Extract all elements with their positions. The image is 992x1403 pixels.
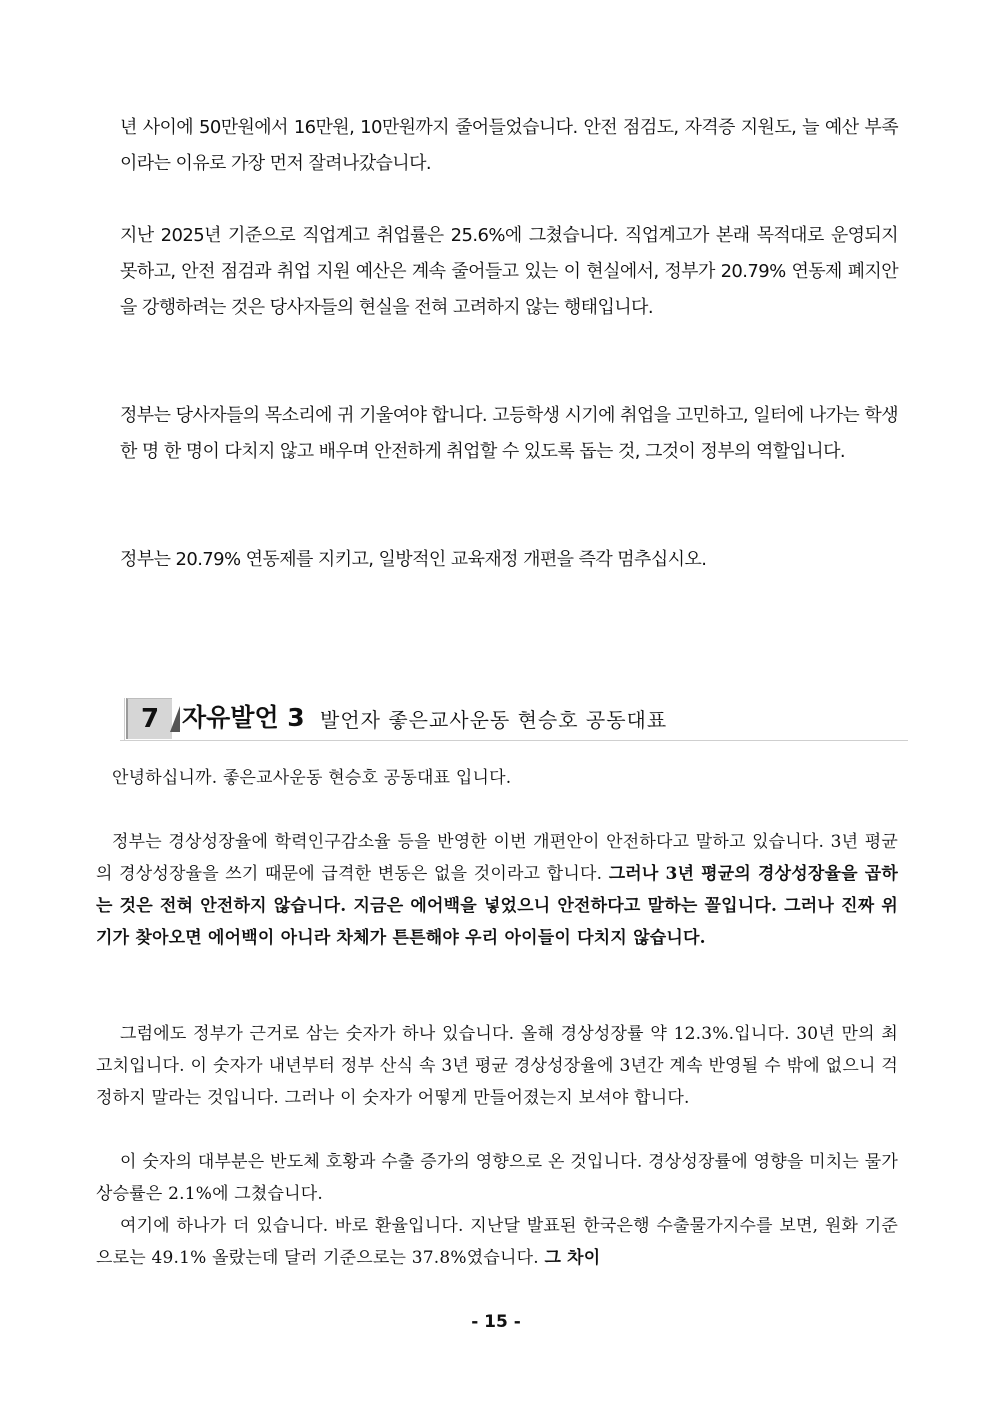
section-rule [120, 740, 908, 741]
paragraph-government-role: 정부는 당사자들의 목소리에 귀 기울여야 합니다. 고등학생 시기에 취업을 고민하고, 일터에 나가는 학생 한 명 한 명이 다치지 않고 배우며 안전하게 취업할 수 있도록 돕는 것, 그것이 정부의 역할입니다. [120, 405, 898, 462]
paragraph-growth-rate [96, 826, 898, 954]
section-number: 7 [126, 698, 172, 739]
growth-rate-bold-text: 그러나 3년 평균의 경상성장율을 곱하는 것은 전혀 안전하지 않습니다. 지금은 에어백을 넣었으니 안전하다고 말하는 꼴입니다. 그러나 진짜 위기가 찾아오면 에어백이 아니라 차체가 튼튼해야 우리 아이들이 다치지 않습니다. [96, 864, 899, 948]
paragraph-greeting: 안녕하십니까. 좋은교사운동 현승호 공동대표 입니다. [112, 768, 512, 788]
paragraph-employment-rate: 지난 2025년 기준으로 직업계고 취업률은 25.6%에 그쳤습니다. 직업계고가 본래 목적대로 운영되지 못하고, 안전 점검과 취업 지원 예산은 계속 줄어들고 있는 이 현실에서, 정부가 20.79% 연동제 폐지안을 강행하려는 것은 당사자들의 현실을 전혀 고려하지 않는 행태입니다. [120, 225, 898, 318]
exchange-rate-text: 여기에 하나가 더 있습니다. 바로 환율입니다. 지난달 발표된 한국은행 수출물가지수를 보면, 원화 기준으로는 49.1% 올랐는데 달러 기준으로는 37.8%였습니다. [96, 1216, 898, 1268]
section-marker-icon [170, 706, 180, 732]
section-title: 자유발언 3 [182, 703, 305, 732]
exchange-rate-bold-text: 그 차이 [544, 1248, 601, 1268]
paragraph-exchange-rate [96, 1210, 898, 1274]
paragraph-budget-cuts: 년 사이에 50만원에서 16만원, 10만원까지 줄어들었습니다. 안전 점검도, 자격증 지원도, 늘 예산 부족이라는 이유로 가장 먼저 잘려나갔습니다. [120, 117, 898, 174]
section-rule-vertical [124, 698, 125, 740]
paragraph-demand: 정부는 20.79% 연동제를 지키고, 일방적인 교육재정 개편을 즉각 멈추십시오. [120, 549, 707, 570]
growth-rate-text: 정부는 경상성장율에 학력인구감소율 등을 반영한 이번 개편안이 안전하다고 말하고 있습니다. 3년 평균의 경상성장율을 쓰기 때문에 급격한 변동은 없을 것이라고 합니다. [96, 832, 898, 884]
paragraph-semiconductor: 이 숫자의 대부분은 반도체 호황과 수출 증가의 영향으로 온 것입니다. 경상성장률에 영향을 미치는 물가상승률은 2.1%에 그쳤습니다. [96, 1152, 898, 1204]
section-header [120, 694, 900, 746]
section-subtitle: 발언자 좋은교사운동 현승호 공동대표 [320, 708, 668, 732]
page-number: - 15 - [471, 1312, 521, 1332]
paragraph-growth-figure: 그럼에도 정부가 근거로 삼는 숫자가 하나 있습니다. 올해 경상성장률 약 12.3%.입니다. 30년 만의 최고치입니다. 이 숫자가 내년부터 정부 산식 속 3년 평균 경상성장율에 3년간 계속 반영될 수 밖에 없으니 걱정하지 말라는 것입니다. 그러나 이 숫자가 어떻게 만들어졌는지 보셔야 합니다. [96, 1024, 898, 1108]
